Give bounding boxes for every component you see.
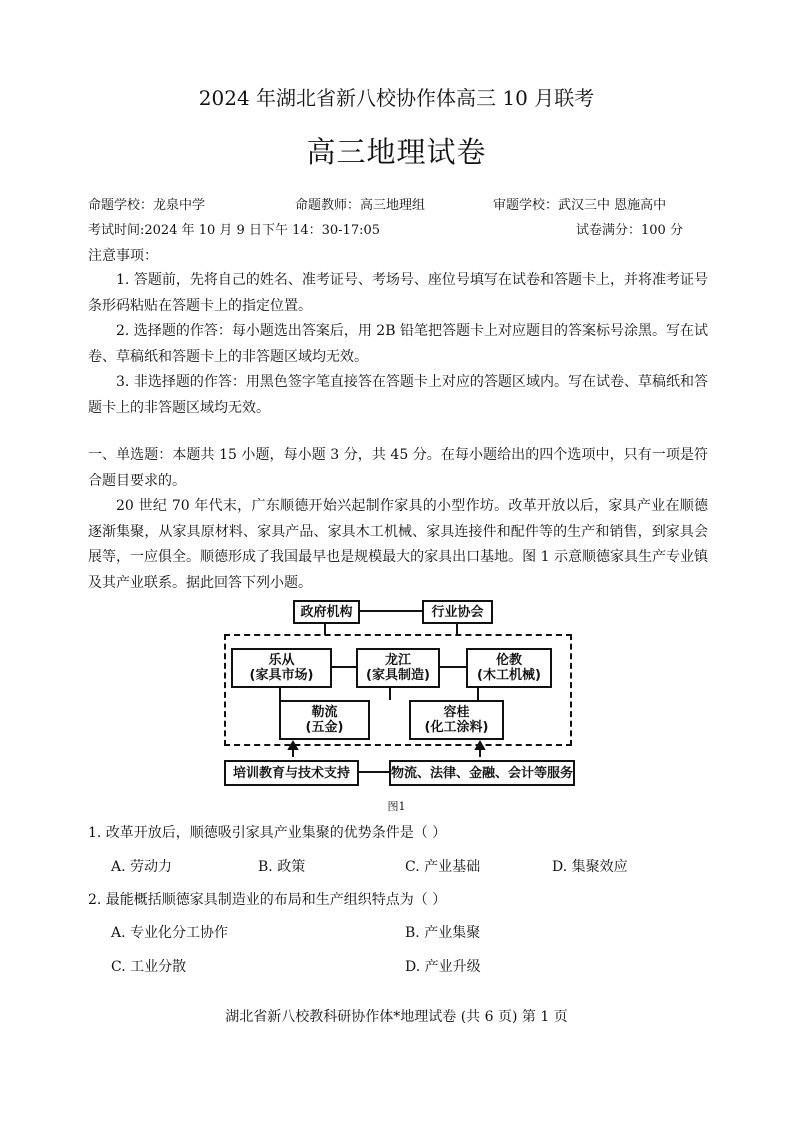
lecong-name: 乐从 [268,653,295,668]
training-box [224,760,359,786]
lunjiao-role: (木工机械) [477,668,541,683]
longjiang-role: (家具制造) [366,668,430,683]
q1-option-a[interactable]: A. 劳动力 [111,859,173,875]
notice-item-3: 3. 非选择题的作答：用黑色签字笔直接答在答题卡上对应的答题区域内。写在试卷、草稿纸和答题卡上的非答题区域均无效。 [88,374,708,416]
q1-option-c[interactable]: C. 产业基础 [405,859,481,875]
notice-item-2: 2. 选择题的作答：每小题选出答案后，用 2B 铅笔把答题卡上对应题目的答案标号涂黑。写在试卷、草稿纸和答题卡上的非答题区域均无效。 [88,323,708,365]
section-heading: 一、单选题：本题共 15 小题，每小题 3 分，共 45 分。在每小题给出的四个选项中，只有一项是符合题目要求的。 [88,447,708,489]
exam-title: 2024 年湖北省新八校协作体高三 10 月联考 [198,86,595,110]
page-footer: 湖北省新八校教科研协作体*地理试卷 (共 6 页) 第 1 页 [225,1009,568,1025]
question-2-stem: 2. 最能概括顺德家具制造业的布局和生产组织特点为（ ） [88,892,447,908]
paper-title: 高三地理试卷 [306,135,487,169]
lunjiao-box [466,648,552,688]
review-school: 审题学校：武汉三中 恩施高中 [493,198,667,213]
notice-list [88,268,708,421]
setter-teacher: 命题教师：高三地理组 [295,198,426,213]
leliu-box [279,700,370,740]
setter-school: 命题学校：龙泉中学 [88,198,206,213]
town-cluster-frame [224,634,572,746]
longjiang-name: 龙江 [384,653,411,668]
exam-time: 考试时间:2024 年 10 月 9 日下午 14：30-17:05 [88,223,381,238]
services-label: 物流、法律、金融、会计等服务 [391,765,574,781]
training-label: 培训教育与技术支持 [232,765,350,781]
services-box [389,760,575,786]
ronggui-box [409,700,504,740]
figure-caption: 图1 [387,800,406,813]
gov-label: 政府机构 [300,604,353,620]
q2-option-c[interactable]: C. 工业分散 [111,959,187,975]
notice-title: 注意事项： [88,248,158,264]
q2-option-a[interactable]: A. 专业化分工协作 [111,925,229,941]
leliu-name: 勒流 [311,705,338,720]
lunjiao-name: 伦教 [495,653,522,668]
assoc-label: 行业协会 [431,604,484,620]
passage: 20 世纪 70 年代末，广东顺德开始兴起制作家具的小型作坊。改革开放以后，家具产业在顺德逐渐集聚，从家具原材料、家具产品、家具木工机械、家具连接件和配件等的生产和销售，到家具会展等，一应俱全。顺德形成了我国最早也是规模最大的家具出口基地。图 1 示意顺德家具生产专业镇及其产业联系。据此回答下列小题。 [88,498,708,591]
leliu-role: (五金) [305,720,344,735]
q1-option-d[interactable]: D. 集聚效应 [552,859,628,875]
q2-option-d[interactable]: D. 产业升级 [405,959,481,975]
q1-option-b[interactable]: B. 政策 [258,859,306,875]
longjiang-box [356,648,440,688]
lecong-box [231,648,332,688]
q2-option-b[interactable]: B. 产业集聚 [405,925,481,941]
ronggui-name: 容桂 [443,705,470,720]
question-1-stem: 1. 改革开放后，顺德吸引家具产业集聚的优势条件是（ ） [88,825,447,841]
gov-box [293,600,360,624]
ronggui-role: (化工涂料) [424,720,489,735]
lecong-role: (家具市场) [249,668,314,683]
notice-item-1: 1. 答题前，先将自己的姓名、准考证号、考场号、座位号填写在试卷和答题卡上，并将准考证号条形码粘贴在答题卡上的指定位置。 [88,272,708,314]
full-score: 试卷满分：100 分 [576,223,683,238]
assoc-box [422,600,493,624]
